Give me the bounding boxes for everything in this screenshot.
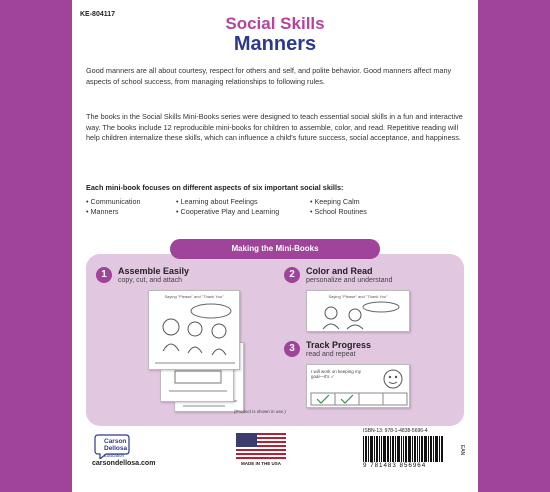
step-subtitle: copy, cut, and attach (118, 277, 183, 284)
made-in-usa-label: MADE IN THE USA (240, 461, 281, 466)
intro-paragraph: Good manners are all about courtesy, respect for others and self, and polite behavior. Good manners affect many aspects of school success, from managing relationships to following rules. (86, 66, 452, 86)
sample-heading: Saying "Please" and "Thank You" (328, 294, 388, 299)
skills-list (86, 197, 466, 216)
step-title: Color and Read (306, 266, 373, 276)
product-code: KE-804117 (80, 11, 116, 18)
skill-item: • Keeping Calm (310, 197, 410, 206)
book-title: Manners (233, 33, 317, 55)
mini-books-banner: Making the Mini-Books (170, 239, 380, 259)
step-number: 2 (284, 267, 300, 283)
skill-item: • Cooperative Play and Learning (176, 207, 310, 216)
mini-book-sample-front (148, 290, 240, 370)
publisher-logo-text (104, 438, 127, 459)
skills-heading: Each mini-book focuses on different aspects of six important social skills: (86, 183, 344, 192)
barcode (363, 436, 453, 462)
step-subtitle: read and repeat (306, 351, 356, 358)
skill-item: • Learning about Feelings (176, 197, 310, 206)
color-read-sample (306, 290, 410, 332)
usa-flag-icon (236, 433, 286, 459)
series-paragraph: The books in the Social Skills Mini-Books series were designed to teach essential social skills in a fun and interactive way. The books include 12 reproducible mini-books for children to assemble, color, and read. Repetitive reading will help children internalize these skills, which can influence a child's future success, social acceptance, and happiness. (86, 112, 463, 142)
right-border (478, 0, 550, 492)
skill-item: • School Routines (310, 207, 410, 216)
sample-heading: Saying "Please" and "Thank You" (164, 294, 224, 299)
progress-tracker-sample (306, 364, 410, 408)
step-subtitle: personalize and understand (306, 277, 393, 284)
step-number: 3 (284, 341, 300, 357)
skill-item: • Communication (86, 197, 176, 206)
skill-item: • Manners (86, 207, 176, 216)
publisher-name-line: Carson (104, 438, 127, 445)
step-number: 1 (96, 267, 112, 283)
left-border (0, 0, 72, 492)
isbn-label: ISBN-13: 978-1-4838-5696-4 (363, 428, 428, 434)
isbn-digits: 9 781483 856964 (363, 462, 427, 469)
product-note: (Product is shown in use.) (234, 409, 286, 414)
children-illustration-icon (149, 291, 241, 371)
step-title: Assemble Easily (118, 266, 190, 276)
publisher-url: carsondellosa.com (92, 460, 156, 467)
cover-content (72, 0, 478, 492)
tracker-text: I will work on keeping my goal—it's ✓ (311, 369, 362, 379)
publisher-name-line: Education (104, 453, 125, 458)
series-title: Social Skills (225, 14, 325, 33)
publisher-name-line: Dellosa (104, 445, 128, 452)
ean-label: EAN (459, 444, 466, 456)
step-title: Track Progress (306, 340, 372, 350)
